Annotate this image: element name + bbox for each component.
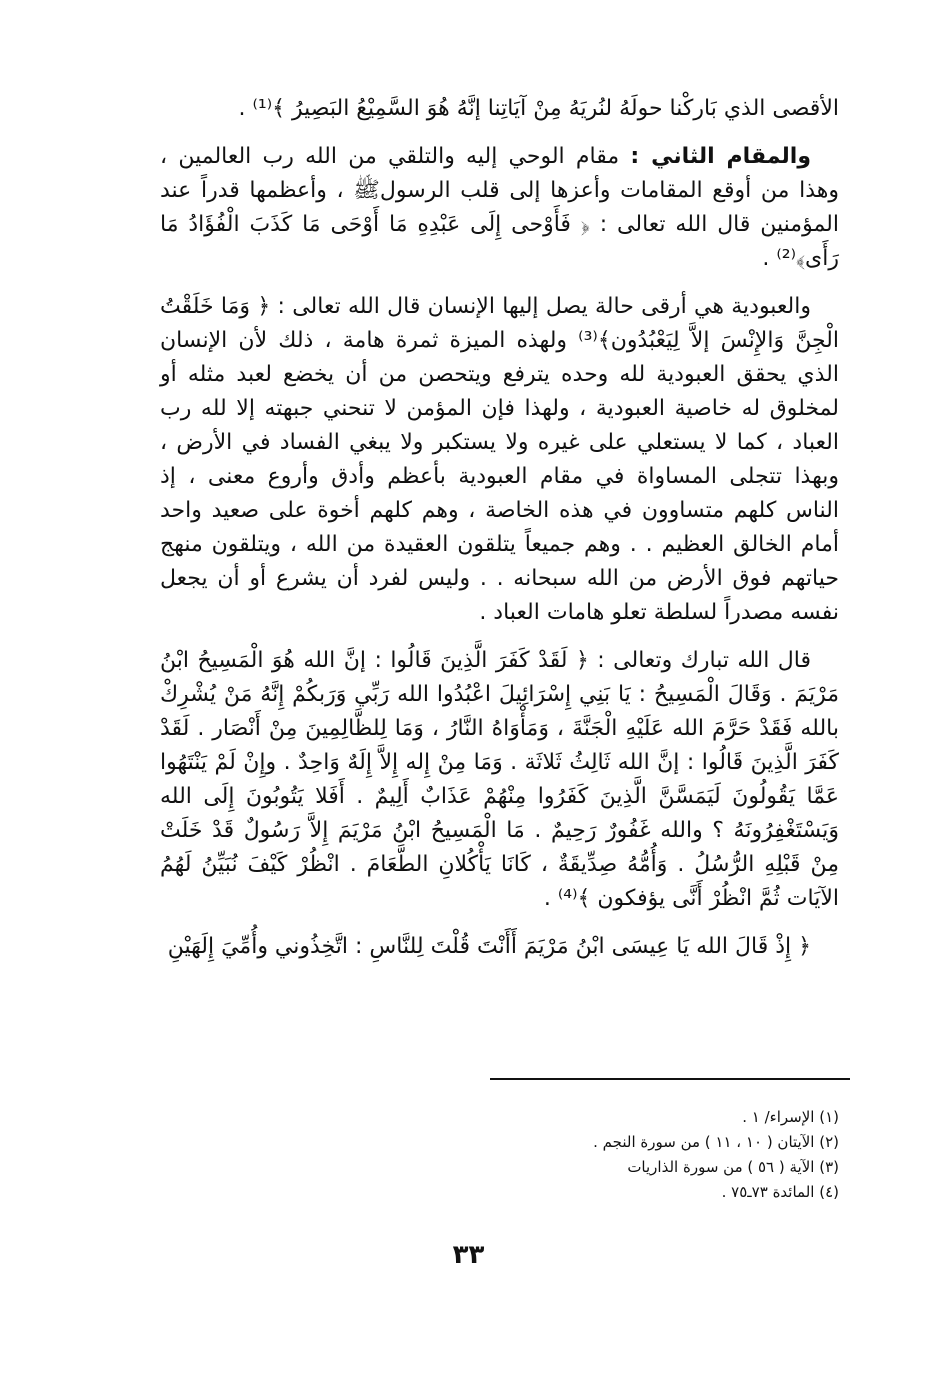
footnote-1: (١) الإسراء/ ١ .: [742, 1108, 839, 1126]
footnote-4: (٤) المائدة ٧٣ـ٧٥ .: [721, 1183, 839, 1201]
paragraph-verse-continuation: [160, 92, 839, 126]
paragraph-text: ﴿ إِذْ قَالَ الله يَا عِيسَى ابْنُ مَرْيَمَ أَأَنْتَ قُلْتَ لِلنَّاسِ : اتَّخِذُوني وأُمِّيَ إِلَهَيْنِ: [167, 934, 811, 959]
paragraph-text: الأقصى الذي بَاركْنا حولَهُ لنُريَهُ مِنْ آيَاتِنا إنَّهُ هُوَ السَّمِيْعُ البَصِيرُ ﴾⁽¹⁾ .: [238, 96, 839, 121]
paragraph-second-station: [160, 140, 839, 276]
paragraph-text: مقام الوحي إليه والتلقي من الله رب العالمين ، وهذا من أوقع المقامات وأعزها إلى قلب الرسولﷺ ، وأعظمها قدراً عند المؤمنين قال الله تعالى : ﴿ فَأَوْحى إِلَى عَبْدِهِ مَا أَوْحَى مَا كَذَبَ الْفُؤَادُ مَا رَأَى﴾⁽²⁾ .: [160, 144, 839, 271]
paragraph-final-verse: [160, 930, 839, 964]
paragraph-text: قال الله تبارك وتعالى : ﴿ لَقَدْ كَفَرَ الَّذِينَ قَالُوا : إنَّ الله هُوَ الْمَسِيحُ ابْنُ مَرْيَمَ . وَقَالَ الْمَسِيحُ : يَا بَنِي إِسْرَائِيلَ اعْبُدُوا الله رَبِّي وَرَبكُمْ إِنَّهُ مَنْ يُشْرِكْ بالله فَقَدْ حَرَّمَ الله عَلَيْهِ الْجَنَّةَ ، وَمَأْوَاهُ النَّارُ ، وَمَا لِلظَّالِمِينَ مِنْ أَنْصَار . لَقَدْ كَفَرَ الَّذِينَ قَالُوا : إنَّ الله ثَالِثُ ثَلاثَة . وَمَا مِنْ إِله إِلاَّ إِلَهٌ وَاحِدٌ . وإِنْ لَمْ يَنْتَهُوا عَمَّا يَقُولُونَ لَيَمَسَّنَّ الَّذِينَ كَفَرُوا مِنْهُمْ عَذَابٌ أَلِيمٌ . أَفَلا يَتُوبُونَ إِلَى الله وَيَسْتَغْفِرُونَهُ ؟ والله غَفُورٌ رَحِيمٌ . مَا الْمَسِيحُ ابْنُ مَرْيَمَ إِلاَّ رَسُولٌ قَدْ خَلَتْ مِنْ قَبْلِهِ الرُّسُلُ . وَأُمُّهُ صِدِّيقَةٌ ، كَانَا يَأْكُلانِ الطَّعَامَ . انْظُرْ كَيْفَ نُبَيِّنُ لَهُمُ الآيَات ثُمَّ انْظُرْ أَنَّى يؤفكون ﴾⁽⁴⁾ .: [160, 648, 839, 911]
footnote-2: (٢) الآيتان ( ١٠ ، ١١ ) من سورة النجم .: [593, 1133, 839, 1151]
main-text: [160, 92, 839, 978]
paragraph-lead: والمقام الثاني :: [630, 144, 812, 169]
paragraph-text: والعبودية هي أرقى حالة يصل إليها الإنسان قال الله تعالى : ﴿ وَمَا خَلَقْتُ الْجِنَّ وَالإِنْسَ إلاَّ لِيَعْبُدُون﴾⁽³⁾ ولهذه الميزة ثمرة هامة ، ذلك لأن الإنسان الذي يحقق العبودية لله وحده يترفع ويتحصن من أن يخضع لعبد مثله أو لمخلوق له خاصية العبودية ، ولهذا فإن المؤمن لا تنحني جبهته إلا لله رب العباد ، كما لا يستعلي على غيره ولا يستكبر ولا يبغي الفساد في الأرض ، وبهذا تتجلى المساواة في مقام العبودية بأعظم وأدق وأروع معنى ، إذ الناس كلهم متساوون في هذه الخاصة ، وهم كلهم أخوة على صعيد واحد أمام الخالق العظيم . . وهم جميعاً يتلقون العقيدة من الله ، ويتلقون منهج حياتهم فوق الأرض من الله سبحانه . . وليس لفرد أن يشرع أو أن يجعل نفسه مصدراً لسلطة تعلو هامات العباد .: [160, 294, 840, 625]
footnotes: [439, 1105, 839, 1205]
paragraph-servitude: [160, 290, 839, 630]
paragraph-quran-quote: [160, 644, 839, 916]
footnote-divider: [490, 1078, 850, 1080]
footnote-3: (٣) الآية ( ٥٦ ) من سورة الذاريات: [627, 1158, 839, 1176]
page-number: ٣٣: [452, 1240, 485, 1270]
